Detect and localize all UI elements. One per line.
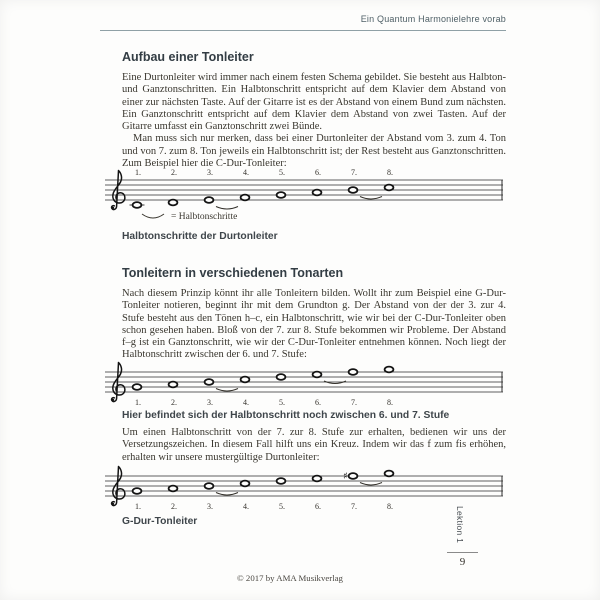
staff-c-dur (104, 166, 504, 218)
whole-note (385, 185, 394, 191)
whole-note (277, 374, 286, 380)
degree-number: 6. (315, 398, 321, 407)
whole-note (313, 372, 322, 378)
whole-note (241, 195, 250, 201)
paragraph: Man muss sich nur merken, dass bei einer Durtonleiter der Abstand vom 3. zum 4. Ton und von 7. zum 8. Ton jeweils ein Halbtonschritt ist; der Rest besteht aus Ganztonschritten. Zum Beispiel hier die C-Dur-Tonleiter: (122, 133, 506, 170)
paragraph: Nach diesem Prinzip könnt ihr alle Tonleitern bilden. Wollt ihr zum Beispiel eine G-Dur-Tonleiter notieren, beginnt ihr mit dem Grundton g. Der Abstand von der der 3. zur 4. Stufe besteht aus den Tönen h–c, ein Halbtonschritt, wie wir bei der C-Dur-Tonleiter oben schon gesehen haben. Bloß von der 7. zur 8. Stufe bekommen wir Probleme. Der Abstand f–g ist ein Ganztonschritt, wie wir der C-Dur-Tonleiter entnehmen können. Noch liegt der Halbtonschritt zwischen der 6. und 7. Stufe: (122, 288, 506, 361)
lesson-tab: Lektion 1 (455, 506, 465, 544)
degree-number: 3. (207, 168, 213, 177)
halbtonschritt-legend (140, 212, 237, 222)
whole-note (205, 483, 214, 489)
degree-number: 7. (351, 168, 357, 177)
whole-note (313, 476, 322, 482)
whole-note (385, 367, 394, 373)
degree-number: 3. (207, 502, 213, 511)
whole-note (313, 190, 322, 196)
degree-number: 5. (279, 168, 285, 177)
degree-number: 8. (387, 168, 393, 177)
clef-dot (112, 503, 114, 505)
whole-note (205, 379, 214, 385)
whole-note (349, 187, 358, 193)
tonleitern-paragraph-1 (122, 288, 506, 362)
halbtonschritt-slur (360, 483, 382, 486)
whole-note (133, 384, 142, 390)
degree-number: 4. (243, 398, 249, 407)
degree-number: 3. (207, 398, 213, 407)
degree-number: 1. (135, 398, 141, 407)
staff-svg (104, 358, 504, 410)
whole-note (169, 382, 178, 388)
whole-note (133, 488, 142, 494)
whole-note (385, 471, 394, 477)
whole-note (277, 192, 286, 198)
caption-halbtonschritte: Halbtonschritte der Durtonleiter (122, 231, 278, 242)
halbtonschritt-slur (216, 389, 238, 392)
page-number-rule (447, 552, 478, 553)
sharp-accidental-icon: ♯ (343, 471, 348, 483)
degree-number: 2. (171, 502, 177, 511)
degree-number: 5. (279, 398, 285, 407)
staff-svg (104, 462, 504, 514)
whole-note (277, 478, 286, 484)
staff-g-ohne-vorzeichen (104, 358, 504, 410)
degree-number: 8. (387, 398, 393, 407)
whole-note (349, 369, 358, 375)
clef-dot (112, 399, 114, 401)
degree-number: 2. (171, 398, 177, 407)
halbtonschritt-slur (360, 197, 382, 200)
legend-label: = Halbtonschritte (171, 212, 238, 222)
tonleitern-paragraph-2 (122, 427, 506, 464)
degree-number: 1. (135, 502, 141, 511)
paragraph: Um einen Halbtonschritt von der 7. zur 8. Stufe zur erhalten, bedienen wir uns der Versetzungszeichen. In diesem Fall hilft uns ein Kreuz. Indem wir das f zum fis erhöhen, erhalten wir unsere mustergültige Durtonleiter: (122, 427, 506, 463)
halbtonschritt-slur-icon (140, 212, 166, 222)
whole-note (241, 481, 250, 487)
halbtonschritt-slur (216, 493, 238, 496)
degree-number: 6. (315, 168, 321, 177)
clef-dot (112, 207, 114, 209)
paragraph: Eine Durtonleiter wird immer nach einem festen Schema gebildet. Sie besteht aus Halbton- und Ganztonschritten. Ein Halbtonschritt entspricht auf dem Klavier dem Abstand von einer zur nächsten Taste. Auf der Gitarre ist es der Abstand von einem Bund zum nächsten. Ein Ganztonschritt entspricht auf dem Klavier dem Abstand von zwei Tasten. Auf der Gitarre umfasst ein Ganztonschritt zwei Bünde. (122, 72, 506, 133)
staff-svg (104, 166, 504, 218)
section-heading-aufbau: Aufbau einer Tonleiter (122, 50, 254, 64)
caption-halbtonschritt-6-7: Hier befindet sich der Halbtonschritt noch zwischen 6. und 7. Stufe (122, 410, 450, 421)
degree-number: 6. (315, 502, 321, 511)
caption-g-dur: G-Dur-Tonleiter (122, 516, 198, 527)
degree-number: 5. (279, 502, 285, 511)
staff-g-dur (104, 462, 504, 514)
whole-note (349, 473, 358, 479)
whole-note (169, 486, 178, 492)
degree-number: 7. (351, 502, 357, 511)
section-heading-tonleitern: Tonleitern in verschiedenen Tonarten (122, 266, 344, 280)
degree-number: 2. (171, 168, 177, 177)
degree-number: 4. (243, 502, 249, 511)
degree-number: 7. (351, 398, 357, 407)
header-rule (100, 30, 506, 31)
whole-note (241, 377, 250, 383)
whole-note (169, 200, 178, 206)
whole-note (133, 202, 142, 208)
running-header: Ein Quantum Harmonielehre vorab (360, 14, 506, 24)
whole-note (205, 197, 214, 203)
halbtonschritt-slur (216, 207, 238, 210)
page-number: 9 (459, 556, 466, 568)
degree-number: 4. (243, 168, 249, 177)
degree-number: 8. (387, 502, 393, 511)
aufbau-paragraphs (122, 72, 506, 170)
degree-number: 1. (135, 168, 141, 177)
copyright-footer: © 2017 by AMA Musikverlag (237, 573, 343, 583)
